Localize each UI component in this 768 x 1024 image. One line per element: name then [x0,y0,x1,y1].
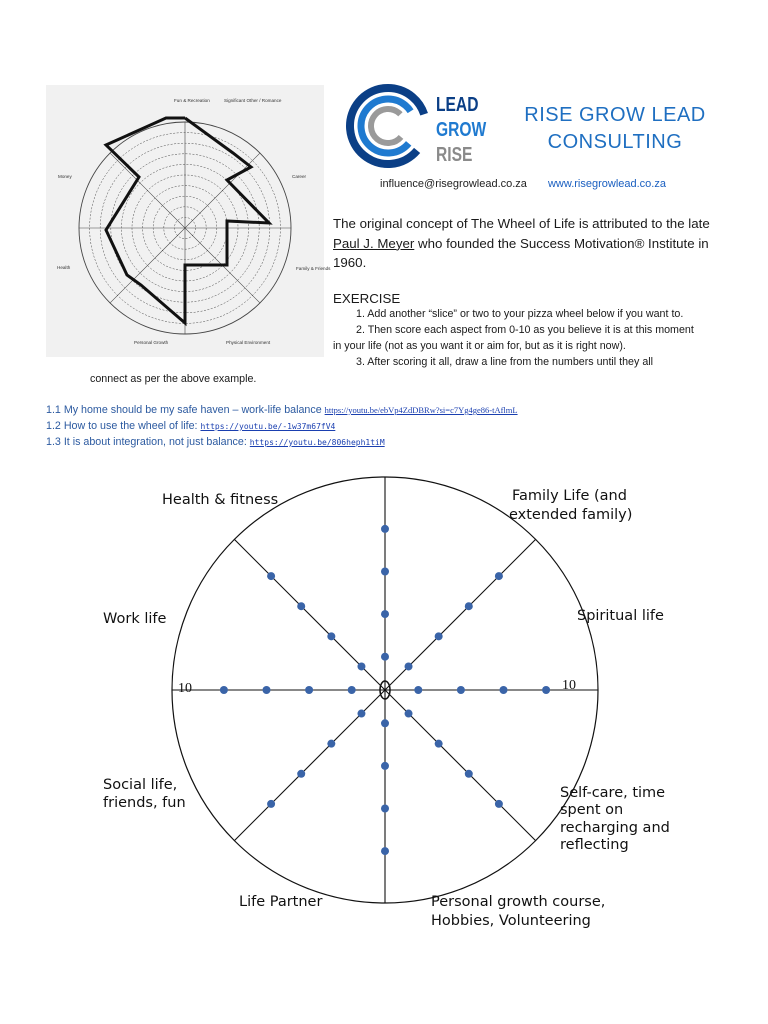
label-growth-line1: Personal growth course, [431,894,606,910]
exercise-step-3: 3. After scoring it all, draw a line from the numbers until they all [356,356,654,368]
score-dot[interactable] [327,740,335,748]
resource-item-2 [46,420,335,432]
contact-line [380,178,666,190]
score-dot[interactable] [267,800,275,808]
label-spiritual-life: Spiritual life [577,608,664,624]
label-selfcare-line2: spent on [560,802,624,818]
label-selfcare-line3: recharging and [560,820,670,836]
example-wheel-svg [46,85,331,357]
resource-2-text: 1.2 How to use the wheel of life: [46,420,201,432]
label-growth-line2: Hobbies, Volunteering [431,913,591,929]
score-dot[interactable] [381,653,389,661]
label-work-life: Work life [103,611,167,627]
label-selfcare-line4: reflecting [560,837,629,853]
exercise-step-1: 1. Add another “slice” or two to your pizza wheel below if you want to. [356,308,684,320]
score-dot[interactable] [465,602,473,610]
resource-3-text: 1.3 It is about integration, not just balance: [46,436,250,448]
scale-label-left: 10 [178,681,192,696]
score-dot[interactable] [220,686,228,694]
score-dot[interactable] [357,662,365,670]
score-dot[interactable] [500,686,508,694]
wheel-spokes [172,477,598,903]
example-score-line [106,118,269,323]
logo-c-mark-icon [346,82,436,170]
score-dot[interactable] [327,632,335,640]
resource-1-text: 1.1 My home should be my safe haven – work-life balance [46,404,325,416]
contact-website-link[interactable]: www.risegrowlead.co.za [547,178,666,190]
score-dot[interactable] [357,710,365,718]
resource-3-link[interactable]: https://youtu.be/806heph1tiM [249,438,385,447]
score-dot[interactable] [297,602,305,610]
score-dot[interactable] [381,610,389,618]
label-social-line2: friends, fun [103,795,186,811]
score-dot[interactable] [305,686,313,694]
label-family-line2: extended family) [509,507,633,523]
company-name-line2: CONSULTING [547,131,683,153]
logo-word-grow: GROW [436,119,487,141]
score-dot[interactable] [381,568,389,576]
intro-paragraph [333,214,733,273]
intro-name: Paul J. Meyer [333,235,415,251]
example-label-romance: Significant Other / Romance [224,98,282,103]
score-dot[interactable] [381,847,389,855]
score-dot[interactable] [405,710,413,718]
intro-text-part2: who founded the Success Motivation® Institute in 1960. [333,235,709,270]
label-selfcare-line1: Self-care, time [560,785,666,801]
company-logo [346,82,496,170]
wheel-svg [0,460,768,940]
score-dot[interactable] [542,686,550,694]
exercise-step-2-continued: in your life (not as you want it or aim for, but as it is right now). [333,340,626,352]
score-dot[interactable] [381,525,389,533]
scale-label-right: 10 [562,678,576,693]
company-name [520,102,710,156]
example-label-career: Career [292,174,307,179]
resource-1-link[interactable]: https://youtu.be/ebVp4ZdDBRw?si=c7Yg4ge86-tAflmL [324,405,518,415]
score-dot[interactable] [414,686,422,694]
exercise-step-3-continued: connect as per the above example. [90,373,257,385]
example-label-health: Health [57,265,71,270]
contact-email-link[interactable]: influence@risegrowlead.co.za [380,178,527,190]
score-dot[interactable] [495,800,503,808]
label-health-fitness: Health & fitness [162,492,279,508]
example-label-fun: Fun & Recreation [174,98,210,103]
score-dot[interactable] [495,572,503,580]
logo-word-lead: LEAD [436,94,479,116]
score-dot[interactable] [465,770,473,778]
exercise-heading: EXERCISE [333,291,401,306]
wheel-of-life-worksheet [0,460,768,940]
intro-text-part1: The original concept of The Wheel of Life is attributed to the late [333,216,710,231]
score-dot[interactable] [263,686,271,694]
score-dot[interactable] [435,632,443,640]
resource-item-3 [46,436,385,448]
score-dot[interactable] [381,719,389,727]
score-dot[interactable] [435,740,443,748]
example-label-money: Money [58,174,72,179]
score-dot[interactable] [348,686,356,694]
label-life-partner: Life Partner [239,894,323,910]
example-label-growth: Personal Growth [134,340,169,345]
resource-item-1 [46,404,518,416]
score-dot[interactable] [405,662,413,670]
label-social-line1: Social life, [103,777,178,793]
exercise-step-2: 2. Then score each aspect from 0-10 as you believe it is at this moment [356,324,694,336]
label-family-line1: Family Life (and [512,488,627,504]
score-dot[interactable] [381,762,389,770]
score-dot[interactable] [267,572,275,580]
example-label-family: Family & Friends [296,266,331,271]
score-dot[interactable] [457,686,465,694]
score-dot[interactable] [297,770,305,778]
company-name-line1: RISE GROW LEAD [524,104,706,126]
example-wheel-image [46,85,331,357]
logo-word-rise: RISE [436,144,473,166]
score-dot[interactable] [381,805,389,813]
example-label-physical: Physical Environment [226,340,271,345]
resource-2-link[interactable]: https://youtu.be/-1w37m67fV4 [200,422,336,431]
